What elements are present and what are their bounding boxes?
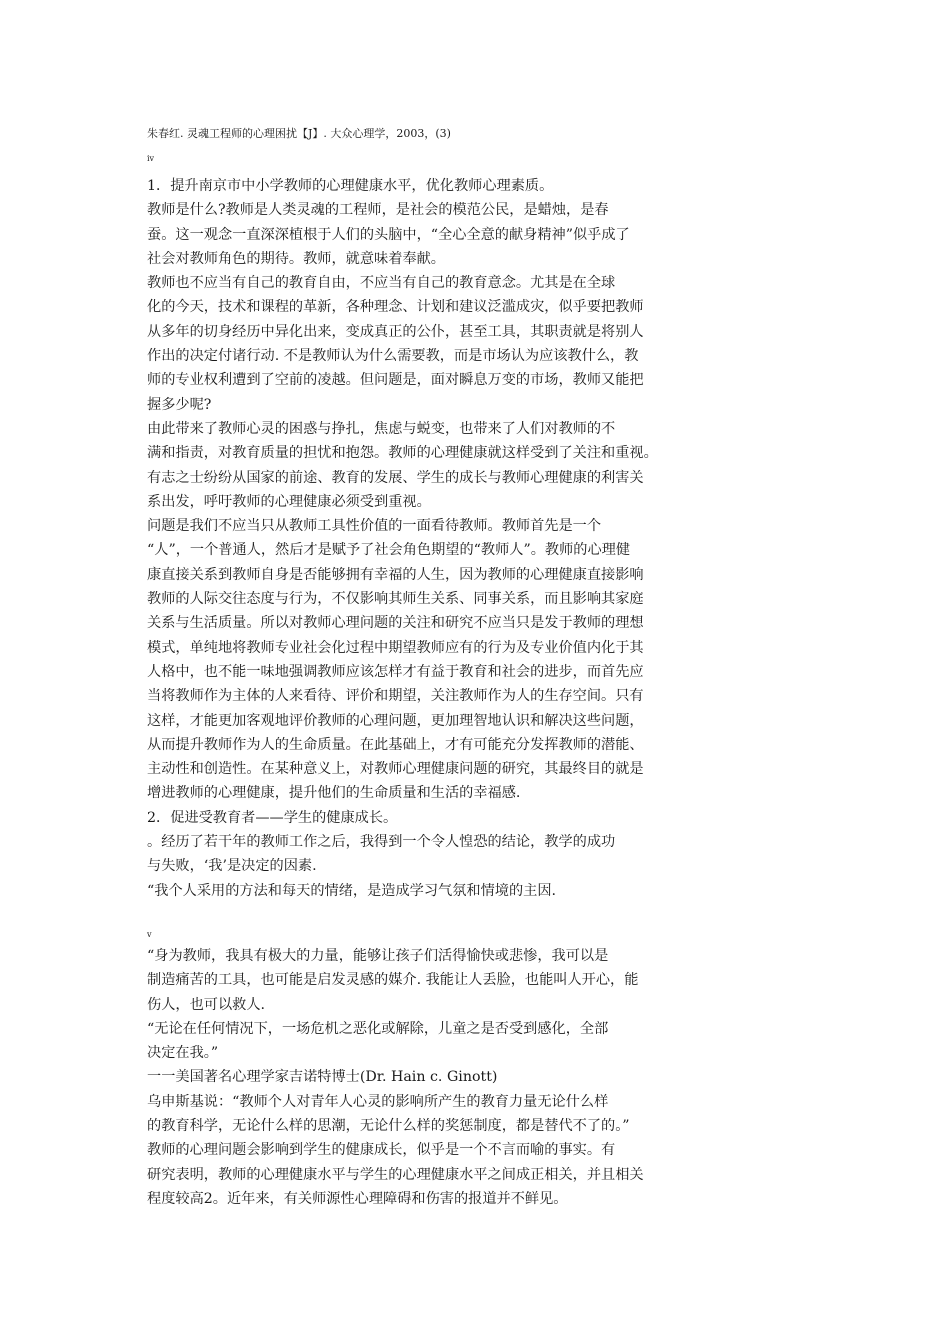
text-line: 蚕。这一观念一直深深植根于人们的头脑中，“全心全意的献身精神”似乎成了 [147,226,630,243]
footnote-marker-iv: iv [147,154,155,163]
text-line: 教师是什么?教师是人类灵魂的工程师，是社会的模范公民，是蜡烛，是春 [147,202,609,219]
text-line: 作出的决定付诸行动. 不是教师认为什么需要教，而是市场认为应该教什么，教 [147,348,639,365]
text-line: “无论在任何情况下，一场危机之恶化或解除，儿童之是否受到感化，全部 [147,1020,609,1037]
body-text-block-2 [147,944,644,1211]
text-line: 主动性和创造性。在某种意义上，对教师心理健康问题的研究，其最终目的就是 [147,761,644,778]
text-line: 关系与生活质量。所以对教师心理问题的关注和研究不应当只是发于教师的理想 [147,615,644,632]
text-line: 与失败，‘我’是决定的因素. [147,858,317,875]
text-line: 社会对教师角色的期待。教师，就意味着奉献。 [147,250,445,267]
text-line: 师的专业权利遭到了空前的凌越。但问题是，面对瞬息万变的市场，教师又能把 [147,372,644,389]
text-line: 当将教师作为主体的人来看待、评价和期望，关注教师作为人的生存空间。只有 [147,688,644,705]
text-line: 1．提升南京市中小学教师的心理健康水平，优化教师心理素质。 [147,178,554,194]
text-line: 化的今天，技术和课程的革新，各种理念、计划和建议泛滥成灾，似乎要把教师 [147,299,644,316]
body-text-block-1 [147,174,658,903]
text-line: 教师的人际交往态度与行为，不仅影响其师生关系、同事关系，而且影响其家庭 [147,591,644,608]
text-line: 由此带来了教师心灵的困惑与挣扎，焦虑与蜕变，也带来了人们对教师的不 [147,420,616,437]
text-line: 一一美国著名心理学家吉诺特博士(Dr. Hain c. Ginott) [147,1069,498,1086]
text-line: 乌申斯基说：“教师个人对青年人心灵的影响所产生的教育力量无论什么样 [147,1093,609,1110]
text-line: 康直接关系到教师自身是否能够拥有幸福的人生，因为教师的心理健康直接影响 [147,566,644,583]
text-line: 人格中，也不能一味地强调教师应该怎样才有益于教育和社会的进步，而首先应 [147,663,644,680]
text-line: 的教育科学，无论什么样的思潮，无论什么样的奖惩制度，都是替代不了的。” [147,1118,630,1135]
text-line: “人”，一个普通人，然后才是赋予了社会角色期望的“教师人”。教师的心理健 [147,542,631,559]
text-line: 教师也不应当有自己的教育自由，不应当有自己的教育意念。尤其是在全球 [147,275,616,292]
text-line: 。经历了若干年的教师工作之后，我得到一个令人惶恐的结论，教学的成功 [147,834,616,851]
text-line: “我个人采用的方法和每天的情绪，是造成学习气氛和情境的主因. [147,882,557,899]
text-line: 从多年的切身经历中异化出来，变成真正的公仆，甚至工具，其职责就是将别人 [147,323,644,340]
text-line: 研究表明，教师的心理健康水平与学生的心理健康水平之间成正相关，并且相关 [147,1166,644,1183]
footnote-marker-v: v [147,930,152,939]
reference-citation: 朱春红. 灵魂工程师的心理困扰【J】. 大众心理学，2003，(3) [147,127,451,140]
text-line: 问题是我们不应当只从教师工具性价值的一面看待教师。教师首先是一个 [147,518,602,535]
text-line: “身为教师，我具有极大的力量，能够让孩子们活得愉快或悲惨，我可以是 [147,948,609,964]
text-line: 系出发，呼吁教师的心理健康必须受到重视。 [147,493,431,510]
text-line: 模式，单纯地将教师专业社会化过程中期望教师应有的行为及专业价值内化于其 [147,639,644,656]
text-line: 握多少呢? [147,396,212,413]
text-line: 这样，才能更加客观地评价教师的心理问题，更加理智地认识和解决这些问题， [147,712,644,729]
text-line: 增进教师的心理健康，提升他们的生命质量和生活的幸福感. [147,785,521,802]
text-line: 2．促进受教育者——学生的健康成长。 [147,809,398,826]
text-line: 制造痛苦的工具，也可能是启发灵感的媒介. 我能让人丢脸，也能叫人开心，能 [147,972,639,989]
text-line: 教师的心理问题会影响到学生的健康成长，似乎是一个不言而喻的事实。有 [147,1142,616,1159]
text-line: 满和指责，对教育质量的担忧和抱怨。教师的心理健康就这样受到了关注和重视。 [147,445,658,462]
text-line: 程度较高2。近年来，有关师源性心理障碍和伤害的报道并不鲜见。 [147,1190,568,1207]
text-line: 从而提升教师作为人的生命质量。在此基础上，才有可能充分发挥教师的潜能、 [147,736,644,753]
text-line: 有志之士纷纷从国家的前途、教育的发展、学生的成长与教师心理健康的利害关 [147,469,644,486]
text-line: 决定在我。” [147,1045,219,1062]
text-line: 伤人，也可以救人. [147,996,266,1013]
